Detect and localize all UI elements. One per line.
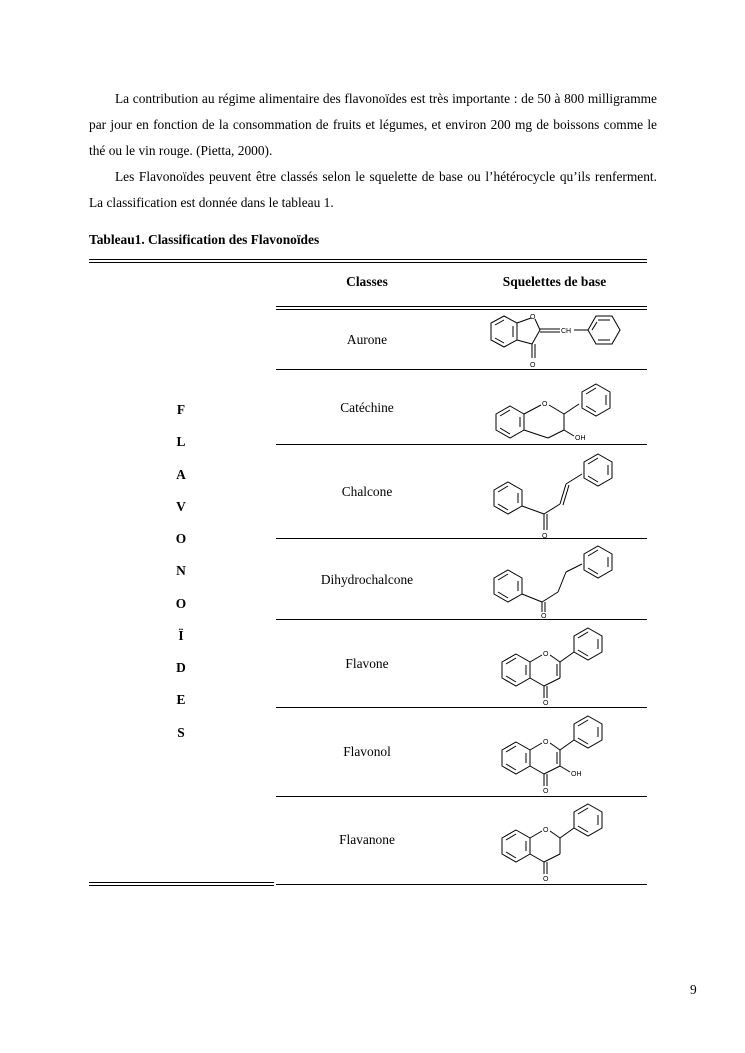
atom-label: O (543, 700, 549, 706)
table-bottom-rule-left-2 (89, 885, 274, 886)
vertical-letter: L (176, 434, 186, 449)
atom-label: O (543, 651, 549, 658)
atom-label: O (542, 401, 548, 408)
table-bottom-rule (276, 884, 647, 885)
vertical-letter: F (176, 402, 186, 417)
atom-label: CH (561, 328, 572, 335)
atom-label: O (530, 362, 536, 369)
table-top-rule-2 (89, 262, 647, 263)
table-caption: Tableau1. Classification des Flavonoïdes (89, 232, 320, 247)
class-name-flavonol: Flavonol (343, 744, 391, 759)
vertical-letter: O (175, 531, 187, 546)
atom-label: O (543, 876, 549, 883)
aurone-structure (476, 310, 636, 370)
vertical-letter: Ï (178, 628, 184, 643)
atom-label: OH (575, 435, 586, 442)
header-rule-1 (276, 306, 647, 307)
dihydrochalcone-structure (486, 542, 626, 620)
vertical-letter: S (177, 725, 185, 740)
header-squelettes: Squelettes de base (502, 274, 607, 289)
table-bottom-rule-left-1 (89, 882, 274, 883)
atom-label: O (542, 533, 548, 540)
atom-label: O (543, 739, 549, 746)
page-number: 9 (690, 982, 697, 997)
atom-label: O (541, 613, 547, 620)
atom-label: O (543, 788, 549, 794)
class-name-aurone: Aurone (346, 332, 388, 347)
flavanone-structure (496, 798, 616, 884)
atom-label: OH (571, 771, 582, 778)
atom-label: O (530, 314, 536, 321)
vertical-letter: O (175, 596, 187, 611)
flavonol-structure (496, 710, 616, 794)
class-name-flavanone: Flavanone (339, 832, 395, 847)
class-name-dihydrochalcone: Dihydrochalcone (320, 572, 414, 587)
row-divider (276, 796, 647, 797)
catechine-structure (486, 376, 626, 446)
chalcone-structure (486, 448, 626, 540)
vertical-letter: E (176, 692, 186, 707)
paragraph-classification: Les Flavonoïdes peuvent être classés selon le squelette de base ou l’hétérocycle qu’ils renferment. La classification est donnée dans le tableau 1. (89, 169, 657, 210)
class-name-chalcone: Chalcone (341, 484, 393, 499)
vertical-letter: D (176, 660, 186, 675)
class-name-flavone: Flavone (345, 656, 389, 671)
table-top-rule-1 (89, 259, 647, 260)
row-divider (276, 707, 647, 708)
flavone-structure (496, 622, 616, 706)
vertical-letter: N (176, 563, 186, 578)
atom-label: O (543, 827, 549, 834)
vertical-letter: V (176, 499, 186, 514)
header-classes: Classes (346, 274, 388, 289)
paragraph-intake: La contribution au régime alimentaire des flavonoïdes est très importante : de 50 à 800 milligramme par jour en fonction de la consommation de fruits et légumes, et environ 200 mg de boissons comme le thé ou le vin rouge. (Pietta, 2000). (89, 91, 657, 158)
vertical-letter: A (176, 467, 186, 482)
class-name-catechine: Catéchine (340, 400, 394, 415)
